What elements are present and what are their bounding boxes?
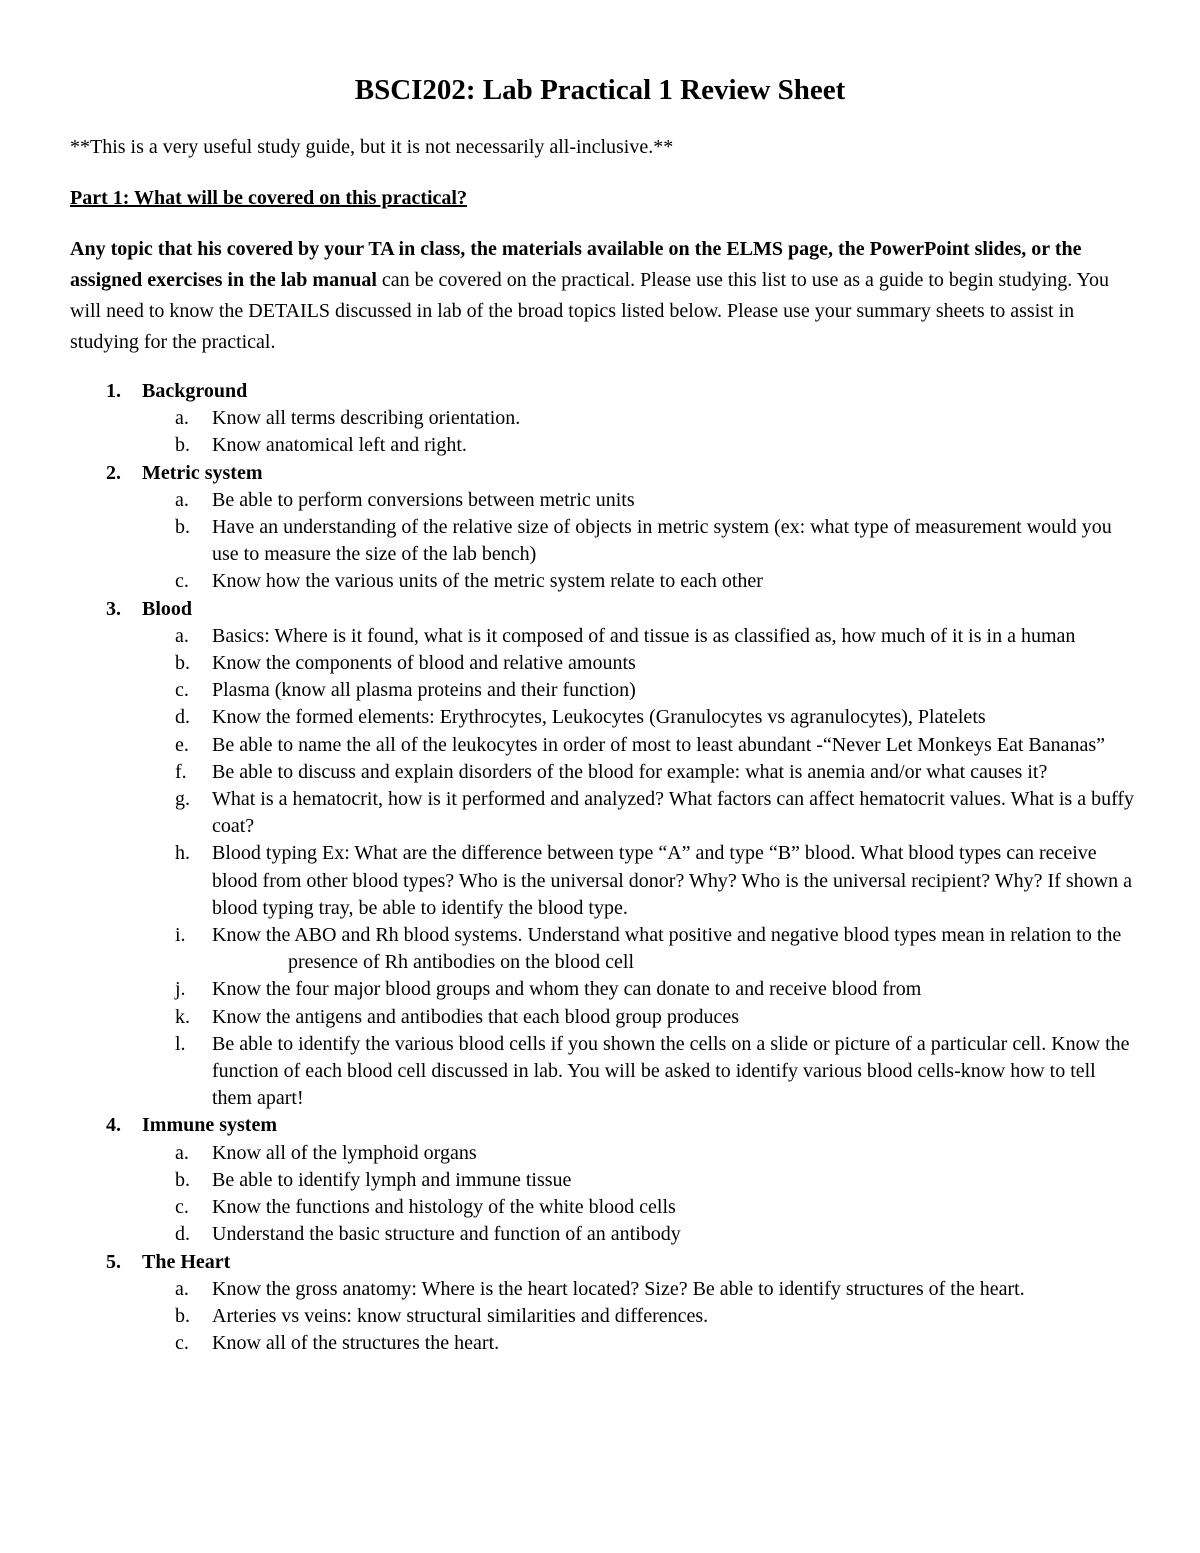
disclaimer-note: **This is a very useful study guide, but it is not necessarily all-inclusive.** (70, 136, 674, 158)
list-item: b. Know the components of blood and relative amounts (175, 652, 636, 675)
list-item: a. Be able to perform conversions between metric units (175, 488, 635, 511)
list-item: g. What is a hematocrit, how is it performed and analyzed? What factors can affect hematocrit values. What is a buffy coat? (175, 788, 1135, 838)
topic-label: Background (142, 380, 248, 402)
topic-number: 3. (106, 597, 121, 620)
topic-the-heart (70, 1249, 1140, 1358)
list-item: l. Be able to identify the various blood cells if you shown the cells on a slide or picture of a particular cell. Know the function of each blood cell discussed in lab. You will be asked to identify various blood cells-know how to tell them apart! (175, 1032, 1130, 1110)
topic-number: 4. (106, 1114, 121, 1137)
list-item: d. Know the formed elements: Erythrocytes, Leukocytes (Granulocytes vs agranulocytes), Platelets (175, 706, 986, 729)
list-item: b. Know anatomical left and right. (175, 434, 467, 457)
list-item: c. Know all of the structures the heart. (175, 1332, 500, 1355)
topic-label: Immune system (142, 1114, 277, 1137)
list-item: d. Understand the basic structure and function of an antibody (175, 1223, 681, 1246)
intro-text: can be covered on the practical. Please use this list to use as a guide to begin studying. You will need to know the DETAILS discussed in lab of the broad topics listed below. Please use your summary sheets to assist in studying for the practical. (70, 269, 1109, 353)
list-item: k. Know the antigens and antibodies that each blood group produces (175, 1005, 740, 1028)
list-item: a. Know all terms describing orientation. (175, 407, 521, 430)
topic-blood (70, 596, 1140, 1113)
list-item: a. Know all of the lymphoid organs (175, 1141, 477, 1164)
intro-paragraph (70, 234, 1130, 358)
topic-label: The Heart (142, 1250, 231, 1273)
list-item: f. Be able to discuss and explain disorders of the blood for example: what is anemia and/or what causes it? (175, 760, 1048, 783)
list-item: j. Know the four major blood groups and whom they can donate to and receive blood from (175, 978, 922, 1001)
list-item: c. Know the functions and histology of the white blood cells (175, 1196, 676, 1219)
intro-bold-text: Any topic that his covered by your TA in class, the materials available on the ELMS page, the PowerPoint slides, or the assigned exercises in the lab manual (70, 238, 1082, 291)
list-item: c. Know how the various units of the metric system relate to each other (175, 570, 763, 593)
topic-number: 1. (106, 380, 121, 402)
part-heading: Part 1: What will be covered on this practical? (70, 187, 467, 209)
topic-number: 2. (106, 461, 121, 484)
topic-label: Metric system (142, 461, 263, 484)
list-item: e. Be able to name the all of the leukocytes in order of most to least abundant -“Never Let Monkeys Eat Bananas” (175, 733, 1106, 756)
topic-metric-system (70, 460, 1140, 596)
topic-background (70, 378, 1140, 460)
list-item: b. Have an understanding of the relative size of objects in metric system (ex: what type of measurement would you use to measure the size of the lab bench) (175, 516, 1112, 566)
list-item: b. Be able to identify lymph and immune tissue (175, 1168, 572, 1191)
topic-outline (70, 378, 1140, 1357)
topic-number: 5. (106, 1250, 121, 1273)
list-item: i. Know the ABO and Rh blood systems. Understand what positive and negative blood types mean in relation to thepresence of Rh antibodies on the blood cell (175, 924, 1122, 974)
topic-label: Blood (142, 597, 193, 620)
topic-immune-system (70, 1112, 1140, 1248)
list-item: a. Basics: Where is it found, what is it composed of and tissue is as classified as, how much of it is in a human (175, 624, 1076, 647)
list-item: c. Plasma (know all plasma proteins and their function) (175, 679, 636, 702)
list-item: a. Know the gross anatomy: Where is the heart located? Size? Be able to identify structures of the heart. (175, 1277, 1025, 1300)
page-title: BSCI202: Lab Practical 1 Review Sheet (354, 74, 846, 106)
list-item: h. Blood typing Ex: What are the difference between type “A” and type “B” blood. What blood types can receive blood from other blood types? Who is the universal donor? Why? Who is the universal recipient? Why? If shown a blood typing tray, be able to identify the blood type. (175, 842, 1132, 919)
list-item: b. Arteries vs veins: know structural similarities and differences. (175, 1304, 709, 1327)
